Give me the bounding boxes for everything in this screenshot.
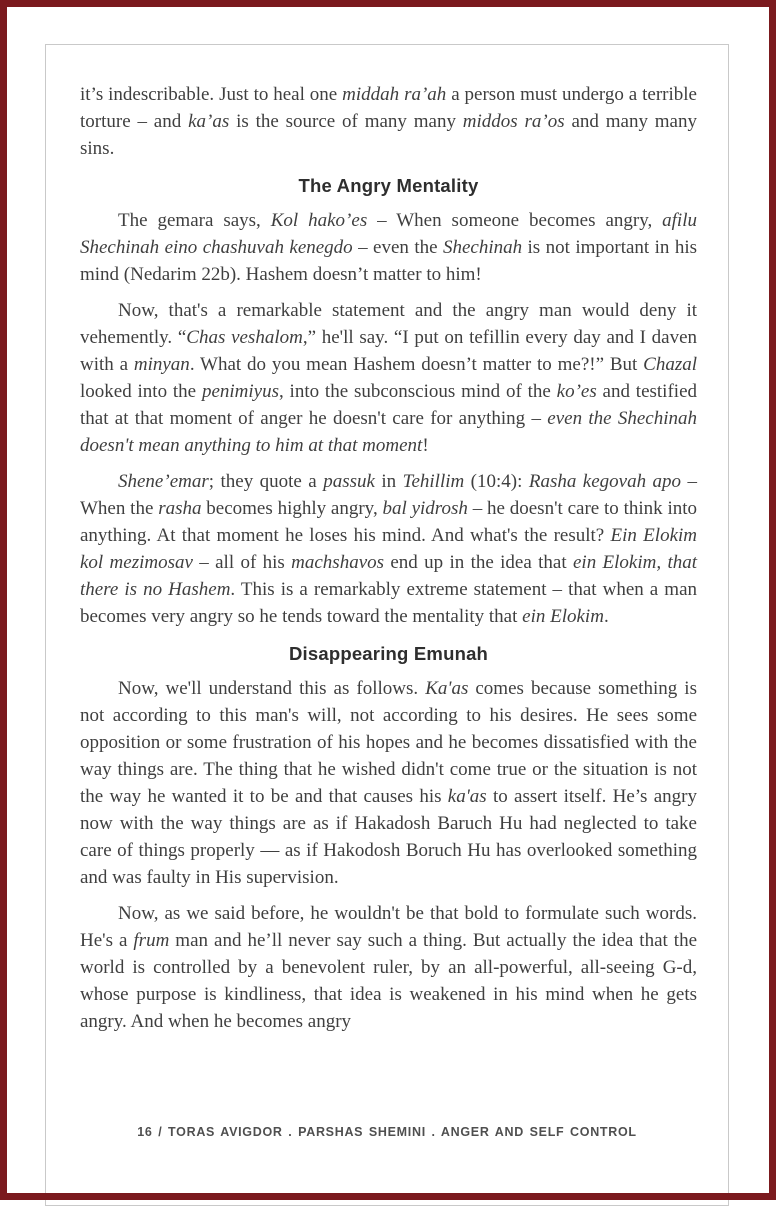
body-text: and many many sins. [80,111,697,159]
italic-term: ein Elokim [522,606,604,627]
italic-term: ka'as [448,786,487,807]
body-text: – When someone becomes angry, [367,210,662,231]
body-paragraph [80,297,697,459]
body-text: The gemara says, [118,210,271,231]
body-text: ,” he'll say. “I put on tefillin every day and I daven with a [80,327,697,375]
italic-term: Chazal [643,354,697,375]
italic-term: middos ra’os [463,111,565,132]
body-text: end up in the idea that [384,552,573,573]
body-text: and testified that at that moment of anger he doesn't care for anything – [80,381,697,429]
body-text: it’s indescribable. Just to heal one [80,84,342,105]
body-text: becomes highly angry, [201,498,382,519]
italic-term: minyan [134,354,190,375]
page-footer [46,1125,728,1139]
body-text: . What do you mean Hashem doesn’t matter to me?!” But [190,354,643,375]
italic-term: Tehillim [403,471,465,492]
body-text: ; they quote a [209,471,323,492]
section-heading: Disappearing Emunah [80,642,697,666]
italic-term: Shechinah [443,237,522,258]
italic-term: Chas veshalom [186,327,303,348]
body-text: looked into the [80,381,202,402]
italic-term: Kol hako’es [271,210,367,231]
body-text: Now, that's a remarkable statement and the angry man would deny it vehemently. “ [80,300,697,348]
body-text: is not important in his mind (Nedarim 22b). Hashem doesn’t matter to him! [80,237,697,285]
italic-term: even the Shechinah doesn't mean anything to him at that moment [80,408,697,456]
body-text: to assert itself. He’s angry now with the way things are as if Hakadosh Baruch Hu had neglected to take care of things properly — as if Hakodosh Boruch Hu has overlooked something and was faulty in His supervision. [80,786,697,888]
section-heading: The Angry Mentality [80,174,697,198]
italic-term: afilu Shechinah eino chashuvah kenegdo [80,210,697,258]
italic-term: middah ra’ah [342,84,446,105]
body-paragraph [80,81,697,162]
body-paragraph [80,207,697,288]
body-text: – When the [80,471,697,519]
italic-term: Rasha kegovah apo [529,471,681,492]
body-text: Now, as we said before, he wouldn't be that bold to formulate such words. He's a [80,903,697,951]
italic-term: penimiyus [202,381,279,402]
italic-term: rasha [158,498,201,519]
body-text: in [375,471,403,492]
body-text: comes because something is not according to this man's will, not according to his desires. He sees some opposition or some frustration of his hopes and he becomes dissatisfied with the way things are. The thing that he wished didn't come true or the situation is not the way he wanted it to be and that causes his [80,678,697,807]
body-text: , into the subconscious mind of the [279,381,557,402]
italic-term: ko’es [557,381,597,402]
body-text: is the source of many many [229,111,463,132]
italic-term: frum [133,930,169,951]
body-text: . This is a remarkably extreme statement – that when a man becomes very angry so he tends toward the mentality that [80,579,697,627]
body-text: – he doesn't care to think into anything. At that moment he loses his mind. And what's the result? [80,498,697,546]
body-text: (10:4): [464,471,529,492]
body-paragraph [80,675,697,891]
italic-term: Shene’emar [118,471,209,492]
body-text: man and he’ll never say such a thing. But actually the idea that the world is controlled by a benevolent ruler, by an all-powerful, all-seeing G-d, whose purpose is kindliness, that idea is weakened in his mind when he gets angry. And when he becomes angry [80,930,697,1032]
body-text: ! [422,435,428,456]
footer-text: 16 / TORAS AVIGDOR . PARSHAS SHEMINI . ANGER AND SELF CONTROL [137,1125,637,1139]
body-text: – all of his [193,552,291,573]
italic-term: Ein Elokim kol mezimosav [80,525,697,573]
italic-term: Ka'as [425,678,468,699]
body-text: Now, we'll understand this as follows. [118,678,425,699]
page-card [45,44,729,1206]
article-body [46,45,728,1035]
italic-term: passuk [323,471,375,492]
italic-term: bal yidrosh [383,498,468,519]
body-paragraph [80,900,697,1035]
body-paragraph [80,468,697,630]
italic-term: ein Elokim, that there is no Hashem [80,552,697,600]
italic-term: machshavos [291,552,384,573]
body-text: – even the [353,237,443,258]
body-text: . [604,606,609,627]
body-text: a person must undergo a terrible torture – and [80,84,697,132]
italic-term: ka’as [188,111,229,132]
